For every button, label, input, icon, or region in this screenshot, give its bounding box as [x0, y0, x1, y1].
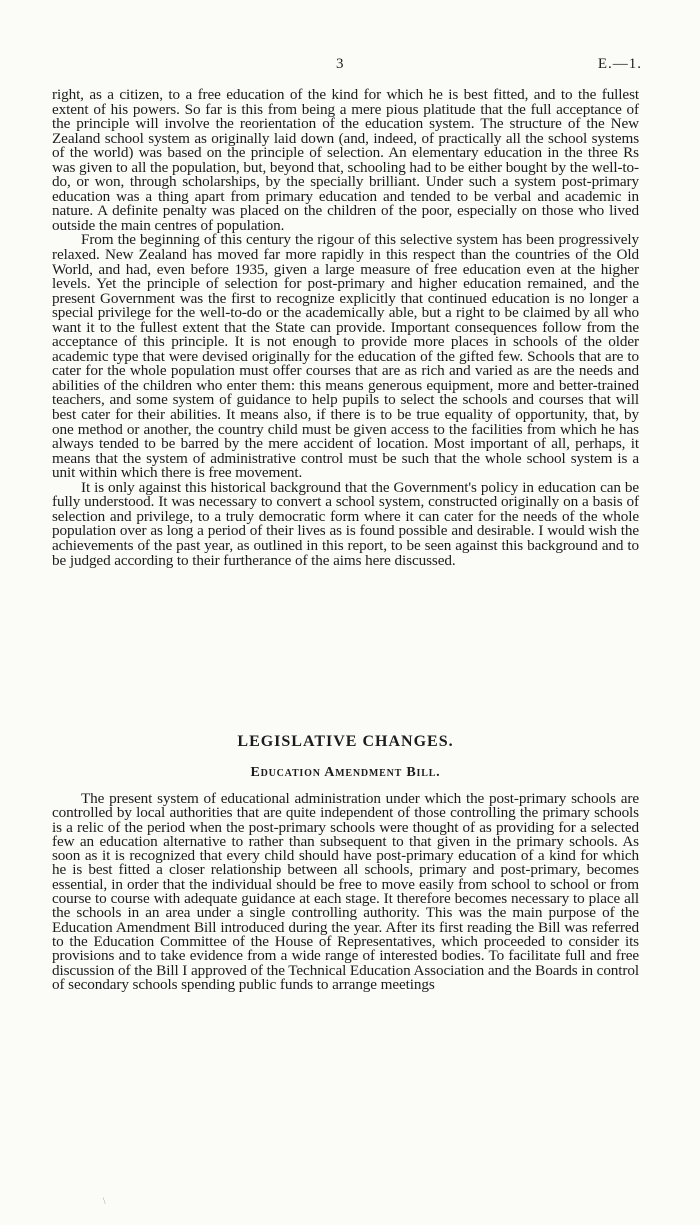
page-number: 3 — [336, 56, 344, 72]
section-subheading: Education Amendment Bill. — [250, 765, 441, 780]
paragraph: It is only against this historical background that the Government's policy in education can be fully understood. It was necessary to convert a school system, constructed originally on a basis of selection and privilege, to a truly democratic form where it can cater for the needs of the whole population over as long a period of their lives as is found possible and desirable. I would wish the achievements of the past year, as outlined in this report, to be seen against this background and to be judged according to their furtherance of the aims here discussed. — [52, 478, 639, 569]
page-header — [0, 56, 700, 76]
legislative-changes-section — [52, 732, 639, 992]
paragraph-continued: right, as a citizen, to a free education of the kind for which he is best fitted, and to the fullest extent of his powers. So far is this from being a mere pious platitude that the full acceptance of the principle will involve the reorientation of the education system. The structure of the New Zealand school system as originally laid down (and, indeed, of practically all the school systems of the world) was based on the principle of selection. An elementary education in the three Rs was given to all the population, but, beyond that, schooling had to be either bought by the well-to-do, or won, through scholarships, by the specially brilliant. Under such a system post-primary education was a thing apart from primary education and tended to be verbal and academic in nature. A definite penalty was placed on the children of the poor, especially on those who lived outside the main centres of population. — [52, 86, 639, 234]
paragraph: From the beginning of this century the rigour of this selective system has been progressively relaxed. New Zealand has moved far more rapidly in this respect than the countries of the Old World, and had, even before 1935, given a large measure of free education even at the higher levels. Yet the principle of selection for post-primary and higher education remained, and the present Government was the first to recognize explicitly that continued education is no longer a special privilege for the well-to-do or the academically able, but a right to be claimed by all who want it to the fullest extent that the State can provide. Important consequences follow from the acceptance of this principle. It is not enough to provide more places in schools of the older academic type that were devised originally for the education of the gifted few. Schools that are to cater for the whole population must offer courses that are as rich and varied as are the needs and abilities of the children who enter them: this means generous equipment, more and better-trained teachers, and some system of guidance to help pupils to select the schools and courses that will best cater for their abilities. It means also, if there is to be true equality of opportunity, that, by one method or another, the country child must be given access to the facilities from which he has always tended to be barred by the mere accident of location. Most important of all, perhaps, it means that the system of administrative control must be such that the whole school system is a unit within which there is free movement. — [52, 231, 639, 482]
stray-page-mark: \ — [103, 1196, 106, 1206]
paragraph: The present system of educational administration under which the post-primary schools are controlled by local authorities that are quite independent of those controlling the primary schools is a relic of the period when the post-primary schools were thought of as providing for a selected few an education alternative to rather than subsequent to that given in the primary schools. As soon as it is recognized that every child should have post-primary education of a kind for which he is best fitted a closer relationship between all schools, primary and post-primary, becomes essential, in order that the individual should be free to move easily from school to school or from course to course with adequate guidance at each stage. It therefore becomes necessary to place all the schools in an area under a single controlling authority. This was the main purpose of the Education Amendment Bill introduced during the year. After its first reading the Bill was referred to the Education Committee of the House of Representatives, which proceeded to consider its provisions and to take evidence from a wide range of interested bodies. To facilitate full and free discussion of the Bill I approved of the Technical Education Association and the Boards in control of secondary schools spending public funds to arrange meetings — [52, 790, 639, 993]
document-reference: E.—1. — [597, 56, 642, 72]
body-text — [52, 88, 639, 568]
section-heading: LEGISLATIVE CHANGES. — [237, 733, 454, 750]
